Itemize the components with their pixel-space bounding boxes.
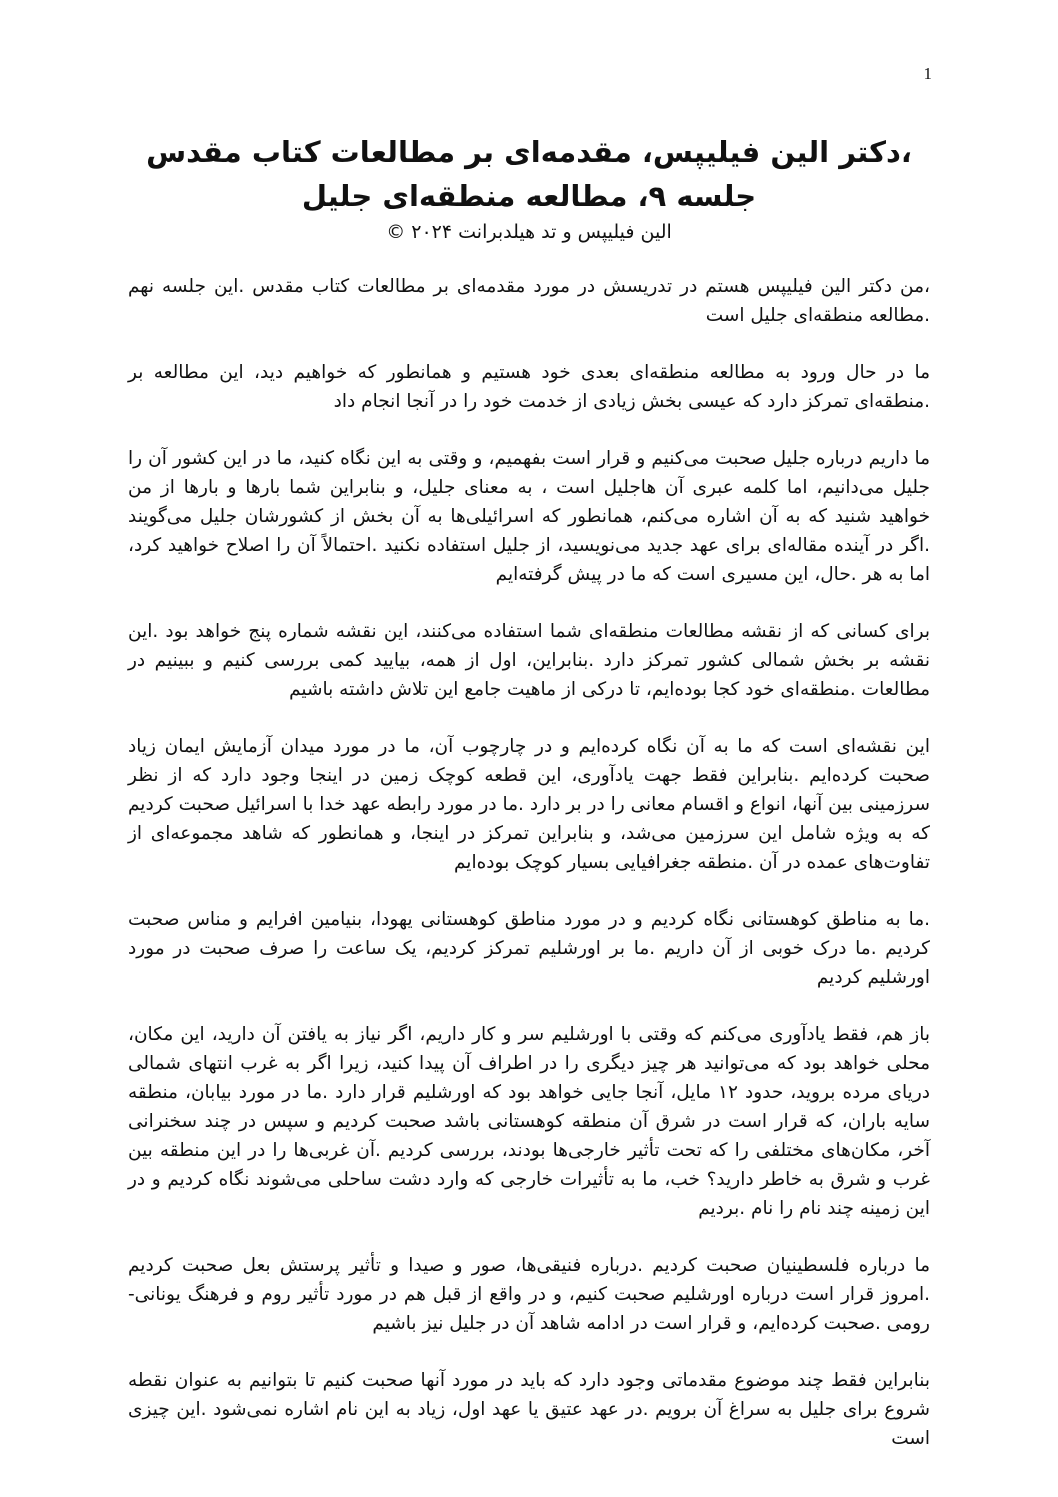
title-line-2: جلسه ۹، مطالعه منطقه‌ای جلیل xyxy=(301,179,757,213)
paragraph: باز هم، فقط یادآوری می‌کنم که وقتی با اورشلیم سر و کار داریم، اگر نیاز به یافتن آن دارید، این مکان، محلی خواهد بود که می‌توانید هر چیز دیگری را در اطراف آن پیدا کنید، زیرا اگر به غرب انتهای شمالی دریای مرده بروید، حدود ۱۲ مایل، آنجا جایی خواهد بود که اورشلیم قرار دارد .ما در مورد بیابان، منطقه سایه باران، که قرار است در شرق آن منطقه کوهستانی باشد صحبت کردیم و سپس در چند سخنرانی آخر، مکان‌های مختلفی را که تحت تأثیر خارجی‌ها بودند، بررسی کردیم .آن غربی‌ها را در این منطقه بین غرب و شرق به خاطر دارید؟ خب، ما به تأثیرات خارجی که وارد دشت ساحلی می‌شوند نگاه کردیم و در این زمینه چند نام را نام .بردیم xyxy=(128,1024,930,1219)
paragraph: بنابراین فقط چند موضوع مقدماتی وجود دارد که باید در مورد آنها صحبت کنیم تا بتوانیم به عنوان نقطه شروع برای جلیل به سراغ آن برویم .در عهد عتیق یا عهد اول، زیاد به این نام اشاره نمی‌شود .این چیزی است xyxy=(128,1370,930,1449)
title-line-1: ،دکتر الین فیلیپس، مقدمه‌ای بر مطالعات کتاب مقدس xyxy=(146,135,912,169)
page-number: 1 xyxy=(923,64,932,83)
paragraph: ما داریم درباره جلیل صحبت می‌کنیم و قرار است بفهمیم، و وقتی به این نگاه کنید، ما در این کشور آن را جلیل می‌دانیم، اما کلمه عبری آن هاجلیل است ، به معنای جلیل، و بنابراین شما بارها و بارها از من خواهید شنید که به آن اشاره می‌کنم، همانطور که اسرائیلی‌ها به آن بخش از کشورشان جلیل می‌گویند .اگر در آینده مقاله‌ای برای عهد جدید می‌نویسید، از جلیل استفاده نکنید .احتمالاً آن را اصلاح خواهید کرد، اما به هر .حال، این مسیری است که ما در پیش گرفته‌ایم xyxy=(128,448,930,585)
copyright-line: الین فیلیپس و تد هیلدبرانت ۲۰۲۴ © xyxy=(386,221,672,243)
document-title xyxy=(120,130,938,218)
paragraph: ما درباره فلسطینیان صحبت کردیم .درباره فنیقی‌ها، صور و صیدا و تأثیر پرستش بعل صحبت کردیم .امروز قرار است درباره اورشلیم صحبت کنیم، و در واقع از قبل هم در مورد تأثیر روم و فرهنگ یونانی-رومی .صحبت کرده‌ایم، و قرار است در ادامه شاهد آن در جلیل نیز باشیم xyxy=(128,1255,930,1334)
document-body xyxy=(128,272,930,1481)
paragraph: برای کسانی که از نقشه مطالعات منطقه‌ای شما استفاده می‌کنند، این نقشه شماره پنج خواهد بود .این نقشه بر بخش شمالی کشور تمرکز دارد .بنابراین، اول از همه، بیایید کمی بررسی کنیم و ببینیم در مطالعات .منطقه‌ای خود کجا بوده‌ایم، تا درکی از ماهیت جامع این تلاش داشته باشیم xyxy=(128,621,930,700)
paragraph: ما در حال ورود به مطالعه منطقه‌ای بعدی خود هستیم و همانطور که خواهیم دید، این مطالعه بر .منطقه‌ای تمرکز دارد که عیسی بخش زیادی از خدمت خود را در آنجا انجام داد xyxy=(128,362,930,412)
paragraph: این نقشه‌ای است که ما به آن نگاه کرده‌ایم و در چارچوب آن، ما در مورد میدان آزمایش ایمان زیاد صحبت کرده‌ایم .بنابراین فقط جهت یادآوری، این قطعه کوچک زمین در اینجا وجود دارد که از نظر سرزمینی بین آنها، انواع و اقسام معانی را در بر دارد .ما در مورد رابطه عهد خدا با اسرائیل صحبت کردیم که به ویژه شامل این سرزمین می‌شد، و بنابراین تمرکز در اینجا، و همانطور که شاهد مجموعه‌ای از تفاوت‌های عمده در آن .منطقه جغرافیایی بسیار کوچک بوده‌ایم xyxy=(128,736,930,873)
paragraph: .ما به مناطق کوهستانی نگاه کردیم و در مورد مناطق کوهستانی یهودا، بنیامین افرایم و مناس صحبت کردیم .ما درک خوبی از آن داریم .ما بر اورشلیم تمرکز کردیم، یک ساعت را صرف صحبت در مورد اورشلیم کردیم xyxy=(128,909,930,988)
paragraph: ،من دکتر الین فیلیپس هستم در تدریسش در مورد مقدمه‌ای بر مطالعات کتاب مقدس .این جلسه نهم .مطالعه منطقه‌ای جلیل است xyxy=(128,276,930,326)
